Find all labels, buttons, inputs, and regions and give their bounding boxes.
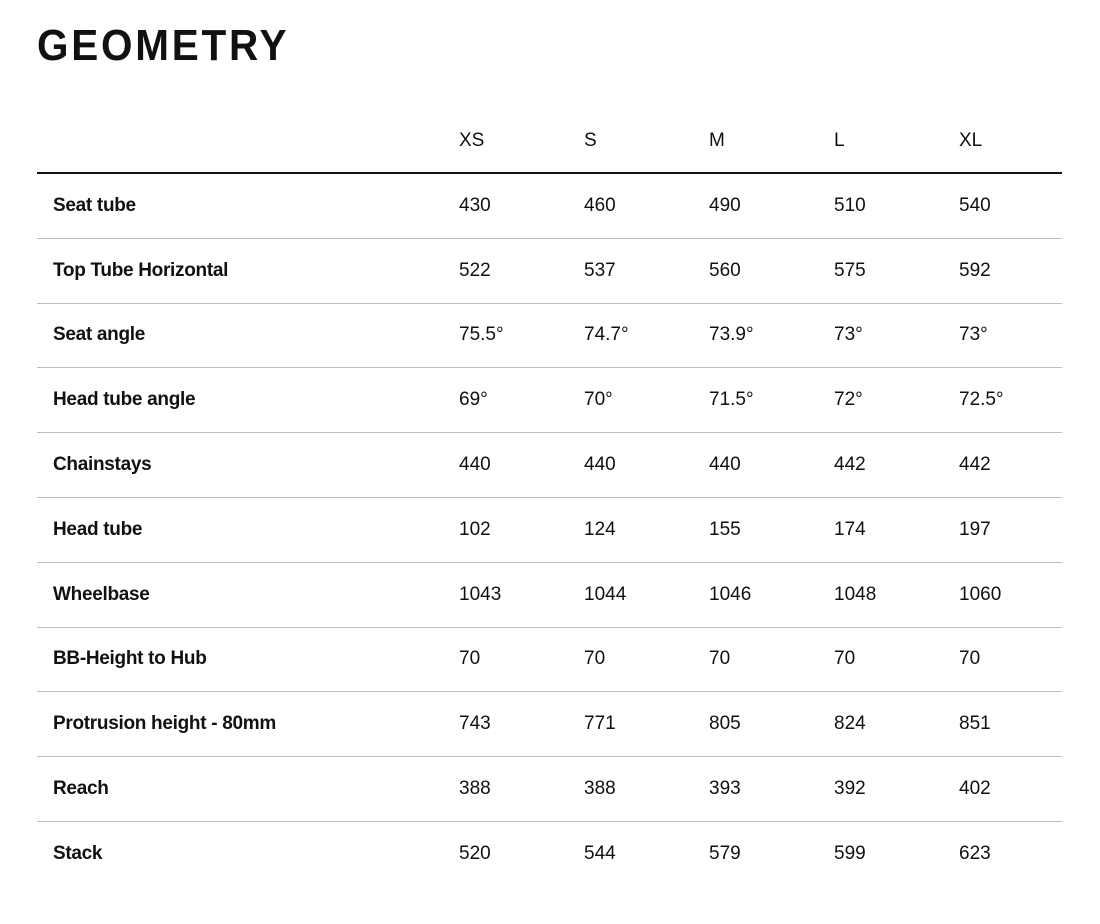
cell-value: 70 [709,627,834,692]
row-label: Stack [53,842,103,864]
table-row [37,238,1062,303]
cell-value: 520 [459,842,491,864]
cell-value: 75.5° [459,303,584,368]
row-label: Seat tube [37,173,459,238]
cell-value: 440 [584,433,709,498]
cell-value: 69° [459,368,584,433]
cell-value: 1046 [709,562,834,627]
cell-value: 70 [459,627,584,692]
cell-value: 599 [834,842,866,864]
row-label: Chainstays [37,433,459,498]
cell-value: 575 [834,238,959,303]
cell-value: 402 [959,757,1062,822]
cell-value: 544 [584,842,616,864]
size-header-l: L [834,110,959,173]
cell-value: 805 [709,692,834,757]
size-header-m: M [709,110,834,173]
size-header-xs: XS [459,110,584,173]
table-row [37,368,1062,433]
size-header-s: S [584,110,709,173]
table-row [37,757,1062,822]
row-label: BB-Height to Hub [37,627,459,692]
row-label: Wheelbase [37,562,459,627]
cell-value: 623 [959,842,991,864]
cell-value: 771 [584,692,709,757]
cell-value: 102 [459,497,584,562]
cell-value: 442 [959,433,1062,498]
table-row [37,303,1062,368]
cell-value: 1043 [459,562,584,627]
cell-value: 522 [459,238,584,303]
row-label: Top Tube Horizontal [37,238,459,303]
table-row [37,692,1062,757]
cell-value: 460 [584,173,709,238]
cell-value: 1048 [834,562,959,627]
cell-value: 388 [584,757,709,822]
cell-value: 155 [709,497,834,562]
cell-value: 490 [709,173,834,238]
cell-value: 393 [709,757,834,822]
row-label: Protrusion height - 80mm [37,692,459,757]
cell-value: 430 [459,173,584,238]
cell-value: 72° [834,368,959,433]
table-row [37,497,1062,562]
cell-value: 73° [834,303,959,368]
cell-value: 1044 [584,562,709,627]
cell-value: 743 [459,692,584,757]
cell-value: 851 [959,692,1062,757]
cell-value: 70 [584,627,709,692]
cell-value: 73° [959,303,1062,368]
cell-value: 124 [584,497,709,562]
cell-value: 70° [584,368,709,433]
cell-value: 70 [959,627,1062,692]
row-label: Head tube angle [37,368,459,433]
cell-value: 70 [834,627,959,692]
row-label: Head tube [37,497,459,562]
row-label: Seat angle [37,303,459,368]
table-row [37,562,1062,627]
cell-value: 824 [834,692,959,757]
cell-value: 72.5° [959,368,1062,433]
cell-value: 440 [459,433,584,498]
table-row [37,173,1062,238]
cell-value: 592 [959,238,1062,303]
cell-value: 560 [709,238,834,303]
row-label: Reach [37,757,459,822]
cell-value: 579 [709,842,741,864]
table-row [37,821,1062,885]
cell-value: 71.5° [709,368,834,433]
cell-value: 388 [459,757,584,822]
cell-value: 197 [959,497,1062,562]
size-header-xl: XL [959,110,1062,173]
cell-value: 1060 [959,562,1062,627]
cell-value: 174 [834,497,959,562]
cell-value: 74.7° [584,303,709,368]
size-header-row [37,110,1062,173]
cell-value: 510 [834,173,959,238]
geometry-table [37,110,1062,886]
cell-value: 540 [959,173,1062,238]
cell-value: 537 [584,238,709,303]
cell-value: 440 [709,433,834,498]
cell-value: 73.9° [709,303,834,368]
cell-value: 392 [834,757,959,822]
corner-header [37,110,459,173]
page-title: GEOMETRY [37,21,290,70]
cell-value: 442 [834,433,959,498]
table-row [37,627,1062,692]
table-row [37,433,1062,498]
